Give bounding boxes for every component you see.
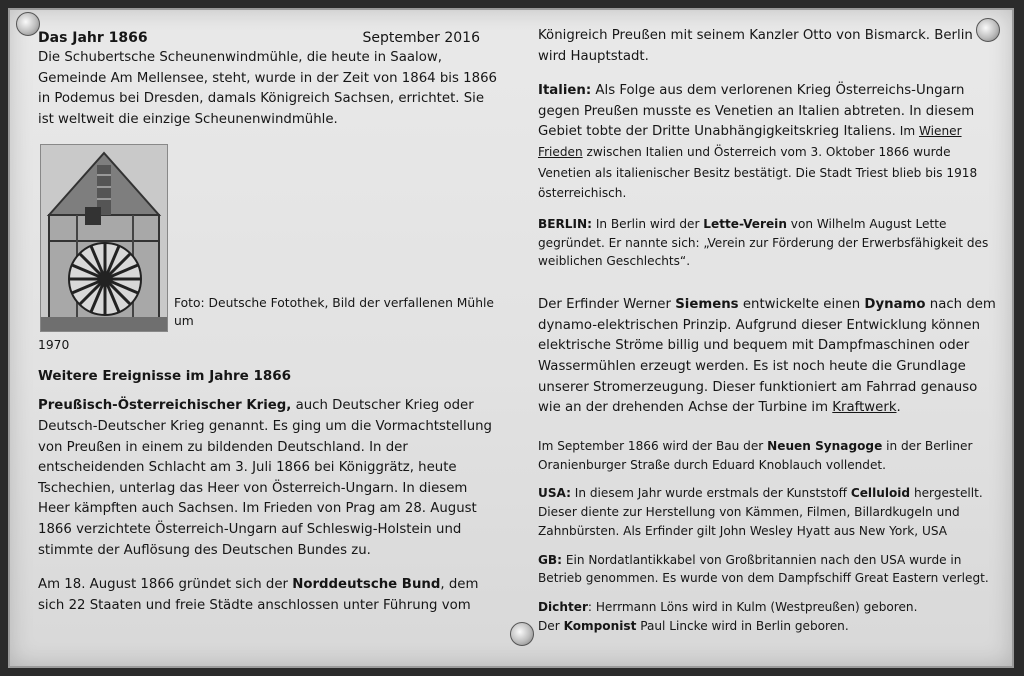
pushpin-bottom [510,622,534,646]
komponist-line [538,617,1000,636]
war-paragraph [38,396,498,561]
italy-small-a: Im [895,124,919,139]
lette-verein: Lette-Verein [703,216,787,231]
berlin-paragraph [538,215,1000,271]
war-title: Preußisch-Österreichischer Krieg, [38,398,292,414]
berlin-title: BERLIN: [538,216,592,231]
photo-row [40,144,498,332]
siemens-paragraph [538,295,1000,419]
header-date: September 2016 [362,30,480,46]
syn-text-a: Im September 1866 wird der Bau der [538,438,768,453]
notice-board [8,8,1014,668]
berlin-text-a: In Berlin wird der [591,216,704,231]
dynamo-word: Dynamo [864,297,926,313]
dichter-line [538,598,1000,617]
windmill-photo [40,144,168,332]
gb-title: GB: [538,552,562,567]
siemens-text-a: Der Erfinder Werner [538,297,676,313]
synagoge-name: Neuen Synagoge [767,438,883,453]
bund-text-a: Am 18. August 1866 gründet sich der [38,577,293,593]
page-title: Das Jahr 1866 [38,30,148,46]
syn-text-b: in der Berliner Oranienburger Straße durch Eduard Knoblauch vollendet. [538,438,973,472]
siemens-text-c: nach dem dynamo-elektrischen Prinzip. Aufgrund dieser Entwicklung können elektrische Ströme billig und bequem mit Dampfmaschinen oder Wassermühlen erzeugt werden. Es ist noch heute die Grundlage unserer Stromerzeugung. Dieser funktioniert am Fahrrad genauso wie an der drehenden Achse der Turbine im [538,297,996,416]
intro-paragraph: Die Schubertsche Scheunenwindmühle, die heute in Saalow, Gemeinde Am Mellensee, steht, wurde in der Zeit von 1864 bis 1866 in Podemus bei Dresden, damals Königreich Sachsen, errichtet. Sie ist weltweit die einzige Scheunenwindmühle. [38,50,497,127]
italy-title: Italien: [538,83,592,99]
left-column [38,28,498,616]
komp-text-b: Paul Lincke wird in Berlin geboren. [636,619,849,634]
komponist-title: Komponist [563,619,637,634]
usa-title: USA: [538,486,571,501]
celluloid-word: Celluloid [850,486,911,501]
italy-text: Als Folge aus dem verlorenen Krieg Österreichs-Ungarn gegen Preußen musste es Venetien an Italien abtreten. In diesem Gebiet tobte der Dritte Unabhängigkeitskrieg Italiens. [538,83,975,140]
usa-paragraph [538,484,1000,540]
komp-text-a: Der [538,619,564,634]
bund-title: Norddeutsche Bund [292,577,441,593]
gb-text: Ein Nordatlantikkabel von Großbritannien nach den USA wurde in Betrieb genommen. Es wurde von dem Dampfschiff Great Eastern verlegt. [538,552,989,586]
italy-paragraph [538,81,1000,205]
usa-text-b: hergestellt. Dieser diente zur Herstellung von Kämmen, Filmen, Billardkugeln und Zahnbürsten. Als Erfinder gilt John Wesley Hyatt aus New York, USA [538,486,983,538]
siemens-text-b: entwickelte einen [738,297,865,313]
section-heading: Weitere Ereignisse im Jahre 1866 [38,368,292,385]
photo-caption: Foto: Deutsche Fotothek, Bild der verfallenen Mühle um [174,296,494,329]
bismarck-paragraph: Königreich Preußen mit seinem Kanzler Otto von Bismarck. Berlin wird Hauptstadt. [538,28,973,64]
kraftwerk-link[interactable]: Kraftwerk [832,400,897,416]
bund-paragraph [38,575,498,616]
siemens-name: Siemens [675,297,739,313]
war-text: auch Deutscher Krieg oder Deutsch-Deutscher Krieg genannt. Es ging um die Vormachtstellung von Preußen in einem zu bildenden Deutschland. In der entscheidenden Schlacht am 3. Juli 1866 bei Königgrätz, heute Tschechien, unterlag das Heer von Österreich-Ungarn. In diesem Heer kämpften auch Sachsen. Im Frieden von Prag am 28. August 1866 verzichtete Österreich-Ungarn auf Schleswig-Holstein und stimmte der Auflösung des Deutschen Bundes zu. [38,398,492,558]
wiener-frieden-link[interactable]: Wiener Frieden [538,124,962,159]
synagoge-paragraph [538,437,1000,475]
header-row [38,28,498,48]
siemens-text-d: . [896,400,901,416]
dichter-text: : Herrmann Löns wird in Kulm (Westpreußen) geboren. [587,600,918,615]
berlin-text-b: von Wilhelm August Lette gegründet. Er nannte sich: „Verein zur Förderung der Erwerbsfähigkeit des weiblichen Geschlechts“. [538,216,989,269]
italy-small-b: zwischen Italien und Österreich vom 3. Oktober 1866 wurde Venetien als italienischer Besitz bestätigt. Die Stadt Triest blieb bis 1918 österreichisch. [538,144,978,201]
dichter-title: Dichter [538,600,588,615]
right-column [538,26,1000,636]
usa-text-a: In diesem Jahr wurde erstmals der Kunststoff [570,486,851,501]
bund-text-b: , dem sich 22 Staaten und freie Städte anschlossen unter Führung vom [38,577,479,613]
gb-paragraph [538,551,1000,589]
windmill-illustration [41,145,167,331]
photo-caption-year: 1970 [38,338,70,353]
pushpin-top-left [16,12,40,36]
